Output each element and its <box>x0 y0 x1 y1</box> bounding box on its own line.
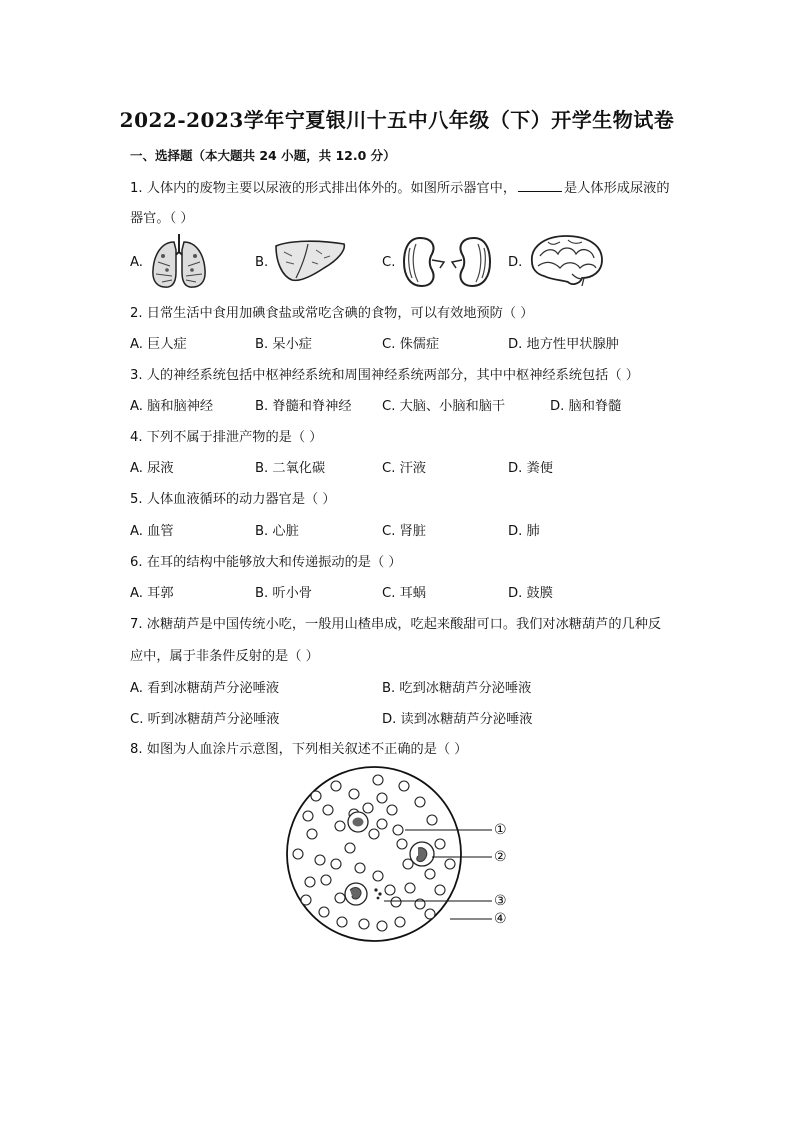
q6-option-b: B. 听小骨 <box>255 586 312 601</box>
question-7-line-2: 应中，属于非条件反射的是（ ） <box>130 649 319 664</box>
liver-icon <box>272 238 348 284</box>
q4-option-a: A. 尿液 <box>130 461 174 476</box>
white-blood-cell-2 <box>410 842 434 866</box>
q1-option-c-label: C. <box>382 255 396 270</box>
q2-option-b: B. 呆小症 <box>255 337 312 352</box>
diagram-label-4: ④ <box>494 911 507 927</box>
q7-option-b: B. 吃到冰糖葫芦分泌唾液 <box>382 681 532 696</box>
q7-option-d: D. 读到冰糖葫芦分泌唾液 <box>382 712 533 727</box>
question-1 <box>130 177 670 196</box>
q4-option-d: D. 粪便 <box>508 461 553 476</box>
q2-option-d: D. 地方性甲状腺肿 <box>508 337 619 352</box>
kidneys-icon <box>402 234 492 290</box>
q7-option-c: C. 听到冰糖葫芦分泌唾液 <box>130 712 280 727</box>
question-3: 3. 人的神经系统包括中枢神经系统和周围神经系统两部分，其中中枢神经系统包括（ ） <box>130 368 639 383</box>
question-6: 6. 在耳的结构中能够放大和传递振动的是（ ） <box>130 555 402 570</box>
diagram-label-1: ① <box>494 822 507 838</box>
question-8: 8. 如图为人血涂片示意图，下列相关叙述不正确的是（ ） <box>130 742 468 757</box>
q5-option-c: C. 肾脏 <box>382 524 426 539</box>
question-1-line-2: 器官。（ ） <box>130 211 194 226</box>
q3-option-a: A. 脑和脑神经 <box>130 399 214 414</box>
lungs-icon <box>148 232 210 290</box>
diagram-label-3: ③ <box>494 893 507 909</box>
q5-option-a: A. 血管 <box>130 524 174 539</box>
q1-option-a-label: A. <box>130 255 143 270</box>
white-blood-cell-3 <box>345 883 367 905</box>
q1-option-d-label: D. <box>508 255 523 270</box>
q6-option-c: C. 耳蜗 <box>382 586 426 601</box>
q3-option-b: B. 脊髓和脊神经 <box>255 399 352 414</box>
q5-option-b: B. 心脏 <box>255 524 299 539</box>
section-heading: 一、选择题（本大题共 24 小题，共 12.0 分） <box>130 148 396 163</box>
brain-icon <box>526 232 606 288</box>
question-5: 5. 人体血液循环的动力器官是（ ） <box>130 492 336 507</box>
white-blood-cell-1 <box>348 812 368 832</box>
q2-option-a: A. 巨人症 <box>130 337 187 352</box>
question-4: 4. 下列不属于排泄产物的是（ ） <box>130 430 323 445</box>
q7-option-a: A. 看到冰糖葫芦分泌唾液 <box>130 681 280 696</box>
diagram-label-2: ② <box>494 849 507 865</box>
q3-option-d: D. 脑和脊髓 <box>550 399 622 414</box>
q1-option-b-label: B. <box>255 255 269 270</box>
question-7: 7. 冰糖葫芦是中国传统小吃，一般用山楂串成，吃起来酸甜可口。我们对冰糖葫芦的几种反 <box>130 617 662 632</box>
answer-blank <box>518 179 562 192</box>
q6-option-a: A. 耳郭 <box>130 586 174 601</box>
q2-option-c: C. 侏儒症 <box>382 337 440 352</box>
q5-option-d: D. 肺 <box>508 524 540 539</box>
q4-option-c: C. 汗液 <box>382 461 426 476</box>
question-2: 2. 日常生活中食用加碘食盐或常吃含碘的食物，可以有效地预防（ ） <box>130 306 534 321</box>
q6-option-d: D. 鼓膜 <box>508 586 553 601</box>
q3-option-c: C. 大脑、小脑和脑干 <box>382 399 506 414</box>
question-1-text-a: 1. 人体内的废物主要以尿液的形式排出体外的。如图所示器官中， <box>130 181 517 196</box>
q4-option-b: B. 二氧化碳 <box>255 461 326 476</box>
page-title: 2022-2023学年宁夏银川十五中八年级（下）开学生物试卷 <box>119 108 675 132</box>
blood-smear-diagram <box>280 764 520 946</box>
question-1-text-b: 是人体形成尿液的 <box>564 181 670 196</box>
